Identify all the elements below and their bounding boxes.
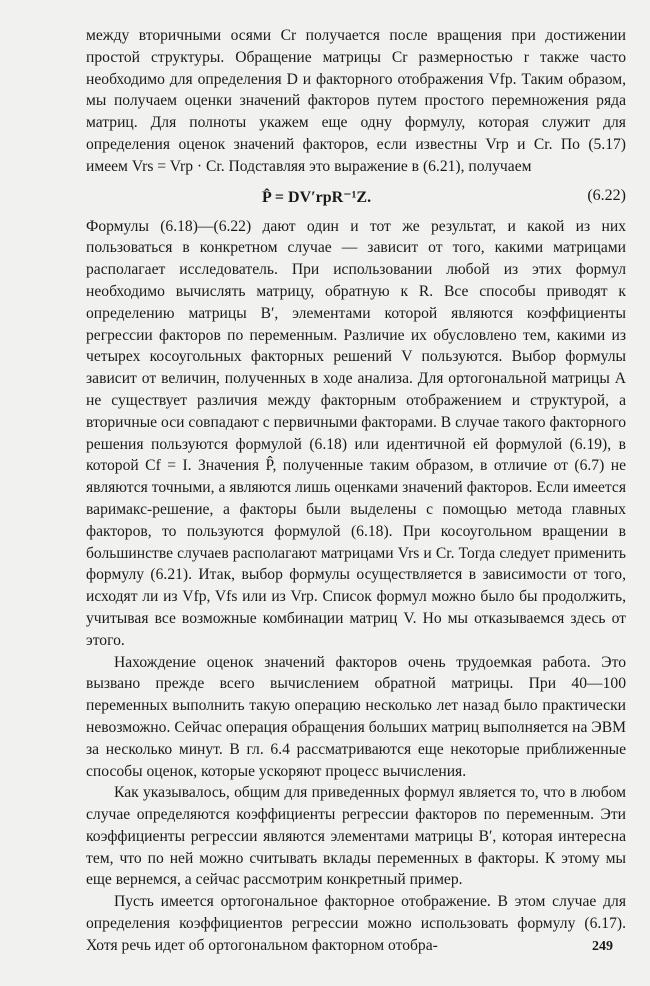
text-block bbox=[86, 25, 626, 957]
page-number: 249 bbox=[592, 939, 613, 954]
paragraph-1: между вторичными осями Cr получается после вращения при достижении простой структуры. Обращение матрицы Cr размерностью r также часто необходимо для определения D и факторного отображения Vfp. Таким образом, мы получаем оценки значений факторов путем простого перемножения ряда матриц. Для полноты укажем еще одну формулу, которая служит для определения оценок значений факторов, если известны Vrp и Cr. По (5.17) имеем Vrs = Vrp · Cr. Подставляя это выражение в (6.21), получаем bbox=[86, 27, 626, 175]
formula-number: (6.22) bbox=[587, 186, 626, 204]
paragraph-5: Пусть имеется ортогональное факторное отображение. В этом случае для определения коэффициентов регрессии можно использовать формулу (6.17). Хотя речь идет об ортогональном факторном отобра- bbox=[86, 893, 626, 954]
paragraph-3: Нахождение оценок значений факторов очень трудоемкая работа. Это вызвано прежде всего вычислением обратной матрицы. При 40—100 переменных выполнить такую операцию несколько лет назад было практически невозможно. Сейчас операция обращения больших матриц выполняется на ЭВМ за несколько минут. В гл. 6.4 рассматриваются еще некоторые приближенные способы оценок, которые ускоряют процесс вычисления. bbox=[86, 653, 626, 780]
formula-6-22 bbox=[86, 178, 626, 216]
paragraph-4: Как указывалось, общим для приведенных формул является то, что в любом случае определяются коэффициенты регрессии факторов по переменным. Эти коэффициенты регрессии являются элементами матрицы B′, которая интересна тем, что по ней можно считывать вклады переменных в факторы. К этому мы еще вернемся, а сейчас рассмотрим конкретный пример. bbox=[86, 784, 626, 889]
paragraph-2: Формулы (6.18)—(6.22) дают один и тот же результат, и какой из них пользоваться в конкретном случае — зависит от того, какими матрицами располагает исследователь. При использовании любой из этих формул необходимо вычислять матрицу, обратную к R. Все способы приводят к определению матрицы B′, элементами которой являются коэффициенты регрессии факторов по переменным. Различие их обусловлено тем, какими из четырех косоугольных факторных решений V пользуются. Выбор формулы зависит от величин, полученных в ходе анализа. Для ортогональной матрицы A не существует различия между факторным отображением и структурой, а вторичные оси совпадают с первичными факторами. В случае такого факторного решения пользуются формулой (6.18) или идентичной ей формулой (6.19), в которой Cf = I. Значения P̂, полученные таким образом, в отличие от (6.7) не являются точными, а являются лишь оценками значений факторов. Если имеется варимакс-решение, а факторы были выделены с помощью метода главных факторов, то пользуются формулой (6.18). При косоугольном вращении в большинстве случаев располагают матрицами Vrs и Cr. Тогда следует применить формулу (6.21). Итак, выбор формулы осуществляется в зависимости от того, исходят ли из Vfp, Vfs или из Vrp. Список формул можно было бы продолжить, учитывая все возможные комбинации матриц V. Но мы отказываемся здесь от этого. bbox=[86, 217, 626, 649]
formula-expression: P̂ = DV′rpR⁻¹Z. bbox=[262, 188, 372, 206]
